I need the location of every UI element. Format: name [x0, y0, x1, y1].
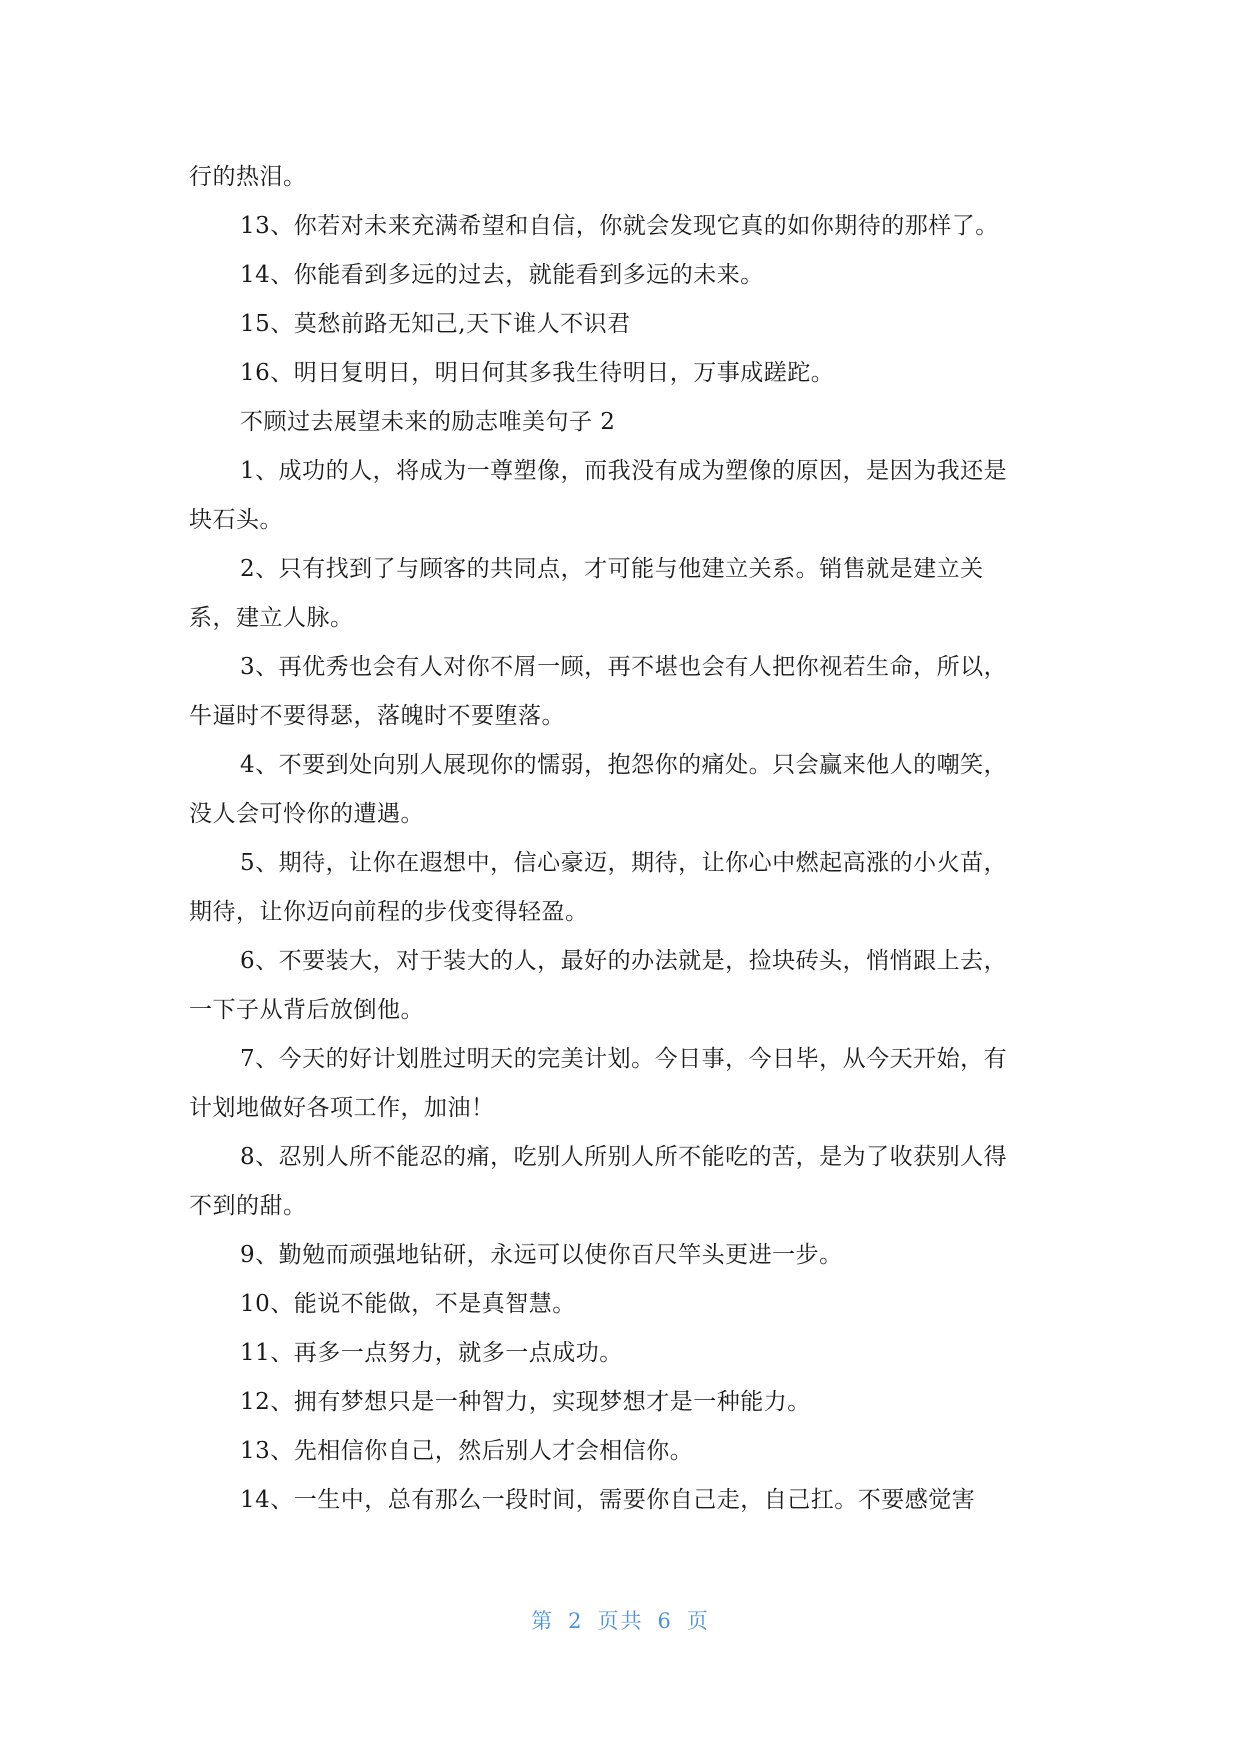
text-line: 10、能说不能做，不是真智慧。 [240, 1291, 576, 1317]
text-line: 牛逼时不要得瑟，落魄时不要堕落。 [189, 703, 565, 729]
footer-current-page: 2 [568, 1609, 584, 1633]
text-line: 13、你若对未来充满希望和自信，你就会发现它真的如你期待的那样了。 [240, 213, 999, 239]
footer-suffix: 页 [686, 1609, 710, 1633]
text-line: 7、今天的好计划胜过明天的完美计划。今日事，今日毕，从今天开始，有 [240, 1046, 1008, 1072]
page-footer [0, 1606, 1241, 1636]
text-line: 行的热泪。 [189, 164, 307, 190]
text-line: 块石头。 [189, 507, 283, 533]
text-line: 不到的甜。 [189, 1193, 307, 1219]
text-line: 4、不要到处向别人展现你的懦弱，抱怨你的痛处。只会赢来他人的嘲笑， [240, 752, 1008, 778]
text-line: 2、只有找到了与顾客的共同点，才可能与他建立关系。销售就是建立关 [240, 556, 984, 582]
footer-middle: 页共 [597, 1609, 644, 1633]
text-line: 5、期待，让你在遐想中，信心豪迈，期待，让你心中燃起高涨的小火苗， [240, 850, 1008, 876]
text-line: 6、不要装大，对于装大的人，最好的办法就是，捡块砖头，悄悄跟上去， [240, 948, 1008, 974]
text-line: 一下子从背后放倒他。 [189, 997, 424, 1023]
text-line: 不顾过去展望未来的励志唯美句子 2 [240, 409, 616, 435]
text-line: 系，建立人脉。 [189, 605, 354, 631]
text-line: 计划地做好各项工作，加油！ [189, 1095, 495, 1121]
text-line: 3、再优秀也会有人对你不屑一顾，再不堪也会有人把你视若生命，所以， [240, 654, 1008, 680]
text-line: 14、一生中，总有那么一段时间，需要你自己走，自己扛。不要感觉害 [240, 1487, 976, 1513]
footer-total-pages: 6 [657, 1609, 673, 1633]
document-body [189, 153, 1057, 1525]
text-line: 13、先相信你自己，然后别人才会相信你。 [240, 1438, 694, 1464]
text-line: 16、明日复明日，明日何其多我生待明日，万事成蹉跎。 [240, 360, 835, 386]
text-line: 没人会可怜你的遭遇。 [189, 801, 424, 827]
footer-prefix: 第 [531, 1609, 555, 1633]
text-line: 期待，让你迈向前程的步伐变得轻盈。 [189, 899, 589, 925]
text-line: 14、你能看到多远的过去，就能看到多远的未来。 [240, 262, 764, 288]
text-line: 11、再多一点努力，就多一点成功。 [240, 1340, 623, 1366]
text-line: 12、拥有梦想只是一种智力，实现梦想才是一种能力。 [240, 1389, 811, 1415]
text-line: 9、勤勉而顽强地钻研，永远可以使你百尺竿头更进一步。 [240, 1242, 843, 1268]
text-line: 15、莫愁前路无知己,天下谁人不识君 [240, 311, 631, 337]
text-line: 8、忍别人所不能忍的痛，吃别人所别人所不能吃的苦，是为了收获别人得 [240, 1144, 1008, 1170]
text-line: 1、成功的人，将成为一尊塑像，而我没有成为塑像的原因，是因为我还是 [240, 458, 1008, 484]
